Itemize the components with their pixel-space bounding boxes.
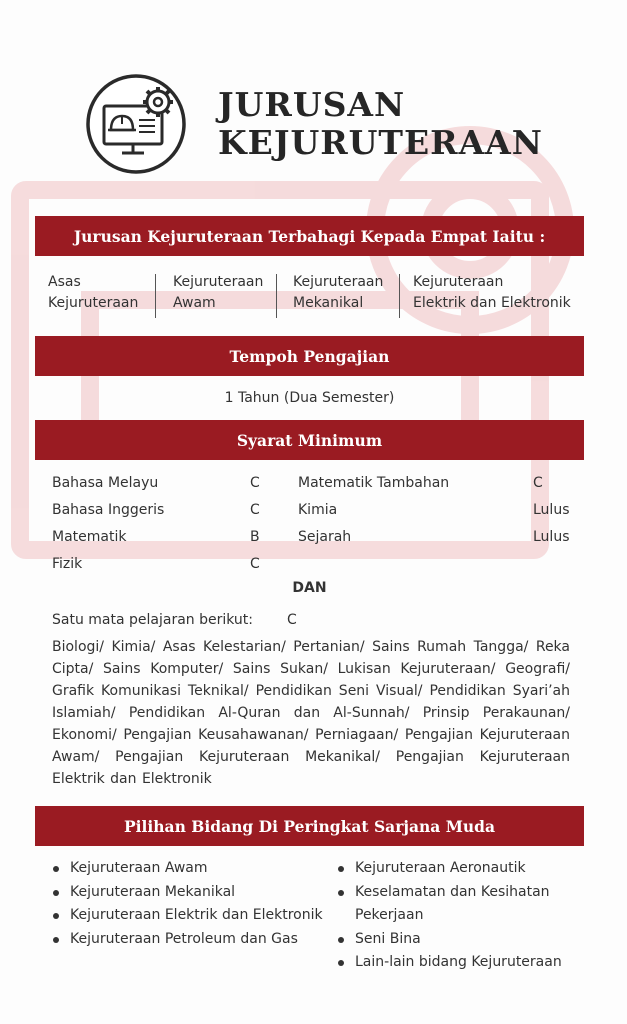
divider — [399, 274, 400, 318]
requirement-grade: Lulus — [533, 529, 570, 545]
branch-item — [173, 272, 263, 314]
requirement-subject: Bahasa Melayu — [52, 475, 159, 491]
requirement-subject: Kimia — [298, 502, 338, 518]
branch-line: Kejuruteraan — [173, 274, 264, 290]
requirement-grade: C — [250, 502, 260, 518]
branch-item — [293, 272, 383, 314]
divider — [155, 274, 156, 318]
requirement-grade: C — [250, 556, 260, 572]
list-item: Kejuruteraan Elektrik dan Elektronik — [51, 904, 341, 928]
title-line-1: JURUSAN — [218, 85, 406, 124]
list-item: Seni Bina — [336, 928, 576, 952]
list-item: Kejuruteraan Mekanikal — [51, 881, 341, 905]
branch-line: Kejuruteraan — [413, 274, 504, 290]
requirement-grade: Lulus — [533, 502, 570, 518]
requirement-grade: B — [250, 529, 260, 545]
list-item: Keselamatan dan Kesihatan Pekerjaan — [336, 881, 576, 928]
duration-text: 1 Tahun (Dua Semester) — [224, 390, 395, 406]
section-heading-degree-options: Pilihan Bidang Di Peringkat Sarjana Muda — [35, 806, 584, 846]
requirement-subject: Bahasa Inggeris — [52, 502, 165, 518]
page-title — [218, 86, 543, 162]
requirement-grade: C — [250, 475, 260, 491]
section-heading-requirements: Syarat Minimum — [35, 420, 584, 460]
degree-options-right — [336, 857, 576, 975]
branch-line: Awam — [173, 295, 216, 311]
section-heading-branches: Jurusan Kejuruteraan Terbahagi Kepada Empat Iaitu : — [35, 216, 584, 256]
degree-options-left — [51, 857, 341, 951]
list-item: Kejuruteraan Petroleum dan Gas — [51, 928, 341, 952]
branch-item — [48, 272, 138, 314]
branch-list — [35, 262, 584, 326]
branch-item — [413, 272, 571, 314]
list-item: Kejuruteraan Awam — [51, 857, 341, 881]
page-header — [84, 72, 554, 182]
branch-line: Asas — [48, 274, 81, 290]
divider — [276, 274, 277, 318]
and-label: DAN — [292, 580, 327, 596]
one-subject-grade: C — [287, 612, 297, 628]
engineer-monitor-gear-icon — [84, 72, 188, 176]
title-line-2: KEJURUTERAAN — [218, 123, 543, 162]
list-item: Kejuruteraan Aeronautik — [336, 857, 576, 881]
requirement-subject: Fizik — [52, 556, 83, 572]
branch-line: Kejuruteraan — [48, 295, 139, 311]
requirement-subject: Sejarah — [298, 529, 352, 545]
requirement-subject: Matematik Tambahan — [298, 475, 450, 491]
list-item: Lain-lain bidang Kejuruteraan — [336, 951, 576, 975]
requirement-grade: C — [533, 475, 543, 491]
branch-line: Mekanikal — [293, 295, 364, 311]
branch-line: Kejuruteraan — [293, 274, 384, 290]
one-subject-label: Satu mata pelajaran berikut: — [52, 612, 254, 628]
section-heading-duration: Tempoh Pengajian — [35, 336, 584, 376]
branch-line: Elektrik dan Elektronik — [413, 295, 571, 311]
requirement-subject: Matematik — [52, 529, 127, 545]
elective-subjects-text: Biologi/ Kimia/ Asas Kelestarian/ Pertanian/ Sains Rumah Tangga/ Reka Cipta/ Sains Komputer/ Sains Sukan/ Lukisan Kejuruteraan/ Geografi/ Grafik Komunikasi Teknikal/ Pendidikan Seni Visual/ Pendidikan Syari’ah Islamiah/ Pendidikan Al-Quran dan Al-Sunnah/ Prinsip Perakaunan/ Ekonomi/ Pengajian Keusahawanan/ Perniagaan/ Pengajian Kejuruteraan Awam/ Pengajian Kejuruteraan Mekanikal/ Pengajian Kejuruteraan Elektrik dan Elektronik — [52, 639, 570, 787]
